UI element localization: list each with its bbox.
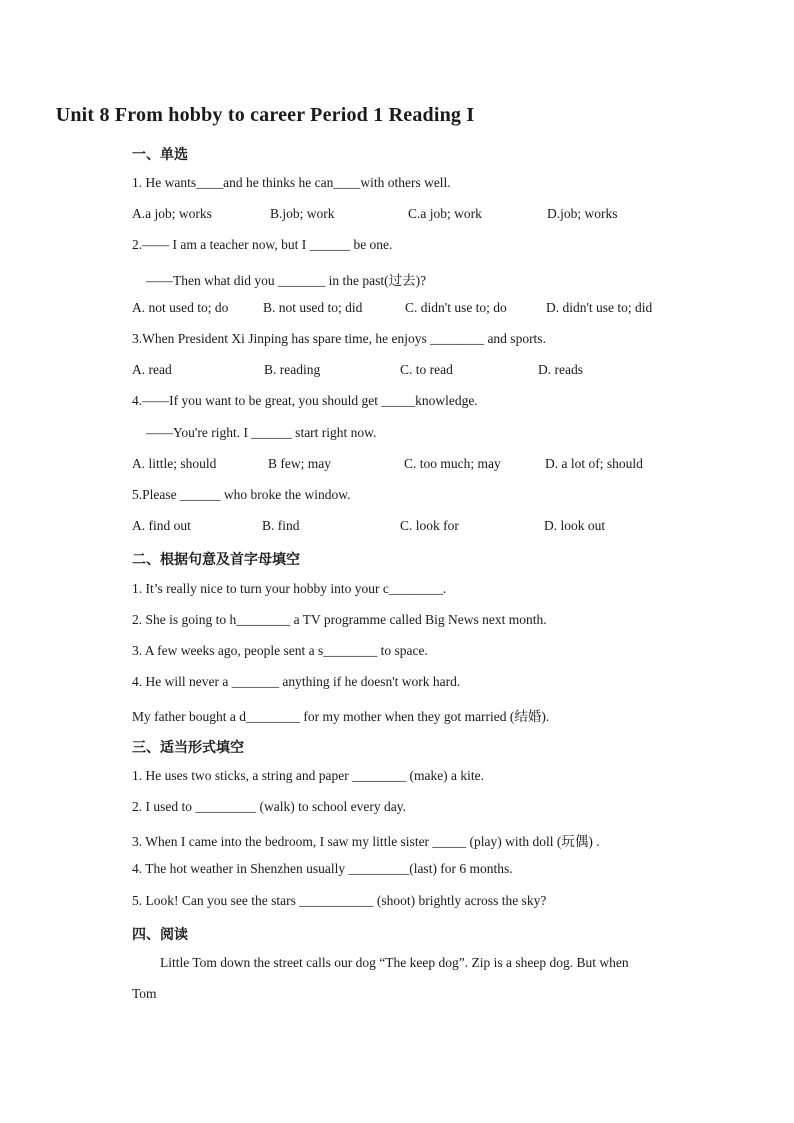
option-d: D. look out bbox=[544, 518, 606, 533]
question-4-reply: ——You're right. I ______ start right now. bbox=[146, 425, 377, 440]
question-2-reply: ——Then what did you _______ in the past(过去)? bbox=[146, 273, 427, 288]
option-b: B. reading bbox=[264, 362, 321, 377]
form-item: 5. Look! Can you see the stars ___________ (shoot) brightly across the sky? bbox=[132, 893, 547, 908]
form-item: 2. I used to _________ (walk) to school every day. bbox=[132, 799, 406, 814]
question-4-stem: 4.——If you want to be great, you should get _____knowledge. bbox=[132, 393, 478, 408]
page-title: Unit 8 From hobby to career Period 1 Reading I bbox=[55, 104, 475, 126]
section-heading-reading: 四、阅读 bbox=[132, 927, 188, 943]
form-item: 4. The hot weather in Shenzhen usually _________(last) for 6 months. bbox=[132, 861, 513, 876]
option-d: D. reads bbox=[538, 362, 583, 377]
form-item: 3. When I came into the bedroom, I saw my little sister _____ (play) with doll (玩偶) . bbox=[132, 834, 600, 849]
option-c: C. too much; may bbox=[404, 456, 501, 471]
option-b: B.job; work bbox=[270, 206, 335, 221]
section-heading-word-forms: 三、适当形式填空 bbox=[132, 740, 244, 756]
question-1-stem: 1. He wants____and he thinks he can____with others well. bbox=[132, 175, 451, 190]
option-c: C. to read bbox=[400, 362, 453, 377]
fill-item: My father bought a d________ for my mother when they got married (结婚). bbox=[132, 709, 550, 724]
option-d: D.job; works bbox=[547, 206, 618, 221]
question-5-stem: 5.Please ______ who broke the window. bbox=[132, 487, 351, 502]
section-heading-fill-initial: 二、根据句意及首字母填空 bbox=[132, 552, 300, 568]
section-heading-single-choice: 一、单选 bbox=[132, 147, 188, 163]
option-d: D. didn't use to; did bbox=[546, 300, 653, 315]
option-a: A. read bbox=[132, 362, 172, 377]
question-2-stem: 2.—— I am a teacher now, but I ______ be one. bbox=[132, 237, 393, 252]
question-3-stem: 3.When President Xi Jinping has spare time, he enjoys ________ and sports. bbox=[132, 331, 546, 346]
option-a: A. find out bbox=[132, 518, 191, 533]
fill-item: 2. She is going to h________ a TV programme called Big News next month. bbox=[132, 612, 547, 627]
reading-paragraph-line: Little Tom down the street calls our dog “The keep dog”. Zip is a sheep dog. But when bbox=[160, 955, 629, 970]
option-b: B. find bbox=[262, 518, 300, 533]
fill-item: 1. It’s really nice to turn your hobby into your c________. bbox=[132, 581, 447, 596]
option-b: B. not used to; did bbox=[263, 300, 363, 315]
fill-item: 4. He will never a _______ anything if he doesn't work hard. bbox=[132, 674, 461, 689]
option-d: D. a lot of; should bbox=[545, 456, 643, 471]
option-b: B few; may bbox=[268, 456, 331, 471]
option-a: A.a job; works bbox=[132, 206, 212, 221]
fill-item: 3. A few weeks ago, people sent a s________ to space. bbox=[132, 643, 428, 658]
option-c: C.a job; work bbox=[408, 206, 482, 221]
option-a: A. not used to; do bbox=[132, 300, 229, 315]
option-c: C. didn't use to; do bbox=[405, 300, 507, 315]
reading-paragraph-line: Tom bbox=[132, 986, 157, 1001]
option-a: A. little; should bbox=[132, 456, 217, 471]
option-c: C. look for bbox=[400, 518, 459, 533]
form-item: 1. He uses two sticks, a string and paper ________ (make) a kite. bbox=[132, 768, 485, 783]
